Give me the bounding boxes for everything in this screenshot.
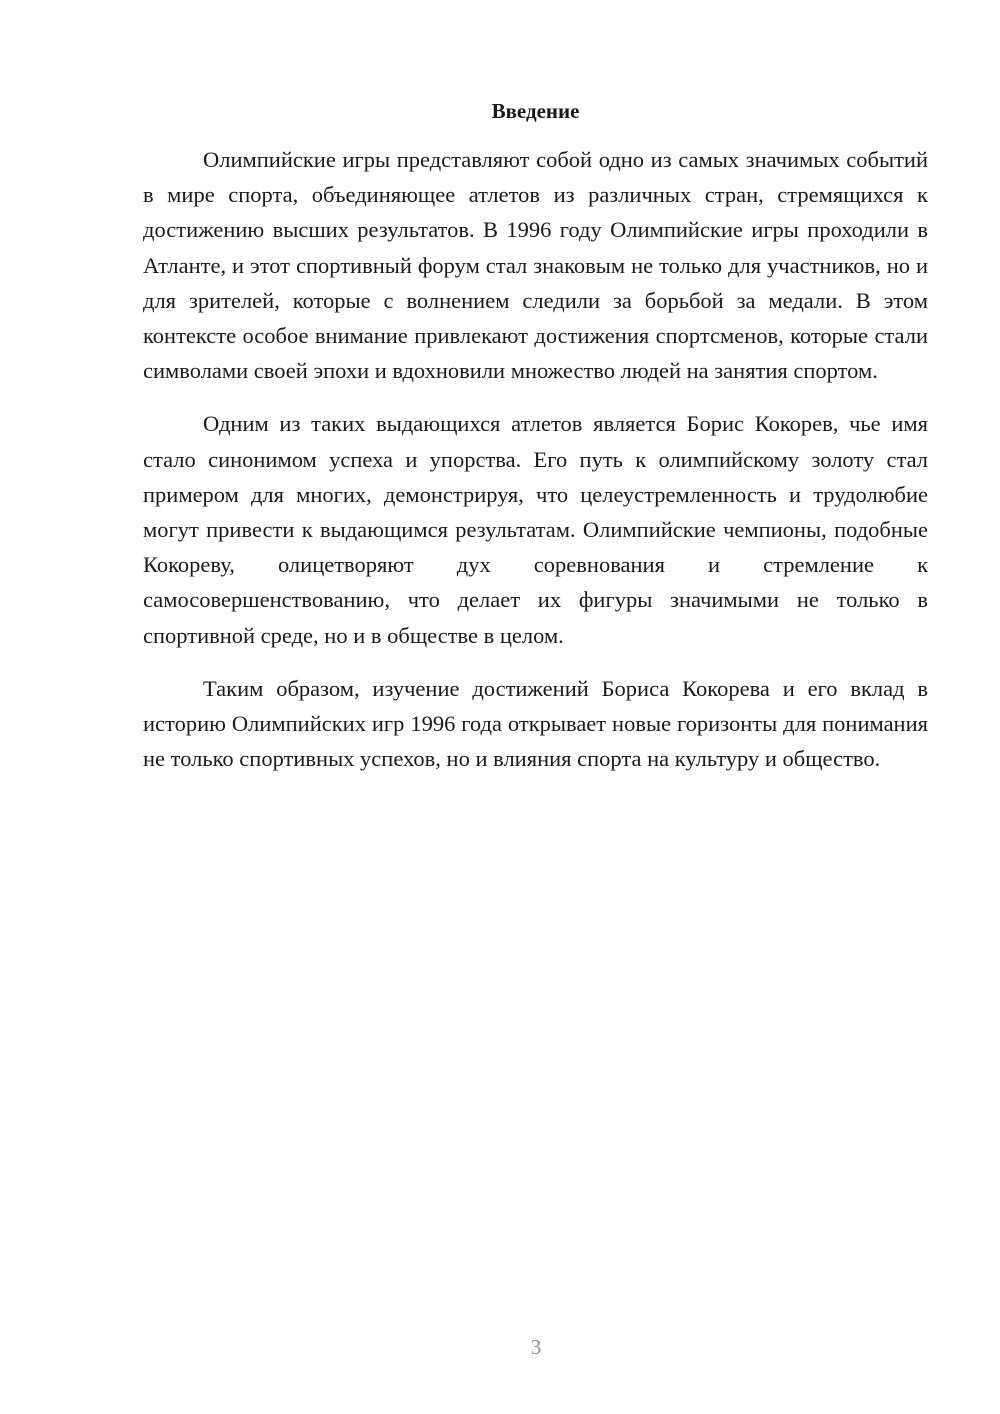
body-text [143, 142, 928, 794]
paragraph-athlete: Одним из таких выдающихся атлетов является Борис Кокорев, чье имя стало синонимом успеха и упорства. Его путь к олимпийскому золоту стал примером для многих, демонстрируя, что целеустремленность и трудолюбие могут привести к выдающимся результатам. Олимпийские чемпионы, подобные Кокореву, олицетворяют дух соревнования и стремление к самосовершенствованию, что делает их фигуры значимыми не только в спортивной среде, но и в обществе в целом. [143, 411, 928, 648]
section-title: Введение [491, 99, 580, 123]
paragraph-conclusion: Таким образом, изучение достижений Бориса Кокорева и его вклад в историю Олимпийских игр 1996 года открывает новые горизонты для понимания не только спортивных успехов, но и влияния спорта на культуру и общество. [143, 675, 928, 772]
page-number: 3 [530, 1335, 542, 1359]
paragraph-intro: Олимпийские игры представляют собой одно из самых значимых событий в мире спорта, объединяющее атлетов из различных стран, стремящихся к достижению высших результатов. В 1996 году Олимпийские игры проходили в Атланте, и этот спортивный форум стал знаковым не только для участников, но и для зрителей, которые с волнением следили за борьбой за медали. В этом контексте особое внимание привлекают достижения спортсменов, которые стали символами своей эпохи и вдохновили множество людей на занятия спортом. [143, 147, 928, 384]
